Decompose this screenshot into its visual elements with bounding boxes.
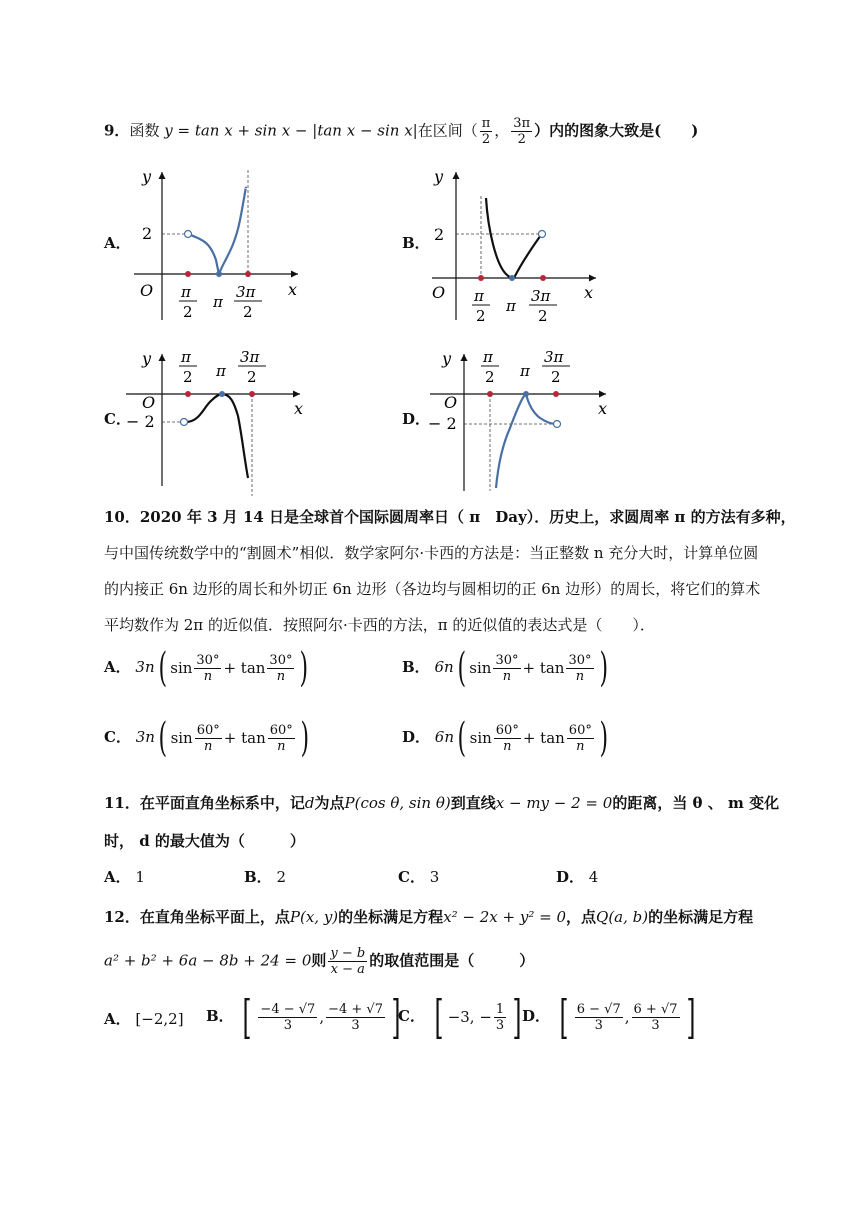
sin-label: sin: [170, 659, 193, 677]
three-pi-den: 2: [538, 307, 548, 325]
three-pi-den: 2: [243, 303, 253, 321]
x-label: x: [598, 399, 608, 418]
q12-line2: [104, 946, 534, 977]
q12-option-a-value: [−2,2]: [135, 1010, 184, 1028]
q11-text-b: 为点: [314, 794, 345, 812]
pi-label: π: [520, 362, 530, 380]
three-pi-num: 3π: [236, 283, 256, 301]
q12-point-p: P(x, y): [289, 908, 339, 926]
three-pi-num: 3π: [544, 348, 564, 366]
y-two-label: 2: [434, 225, 445, 244]
q10-option-a-label: A．: [104, 658, 131, 676]
q11-option-c: C． 3: [398, 868, 440, 886]
x-label: x: [288, 280, 298, 299]
tick-3pi-half: [553, 391, 559, 397]
q11-point: P(cos θ, sin θ): [344, 794, 451, 812]
q12-option-c: C． [ −3, − $\frac{1}{3}$ ]: [398, 990, 522, 1044]
q11-d: d: [304, 794, 315, 812]
q11-option-d: D． 4: [556, 868, 599, 886]
pi-half-den: 2: [183, 303, 193, 321]
q9-graph-c: [120, 346, 320, 496]
three-pi-num: 3π: [240, 348, 260, 366]
q10-option-a: A． 3n ( sin $\frac{30^\circ}{n}$ + tan $\frac{30^\circ}{n}$ ): [104, 645, 309, 691]
y-minus-two-label: − 2: [428, 414, 457, 433]
q11-number: 11．: [104, 794, 140, 812]
q10-option-b-coef: 6n: [434, 658, 454, 676]
q10-line4: 平均数作为 2π 的近似值．按照阿尔·卡西的方法，π 的近似值的表达式是（ ）．: [104, 616, 655, 634]
q12-text-range: 的取值范围是（ ）: [369, 951, 535, 970]
y-label: y: [142, 167, 152, 186]
curve: [186, 394, 248, 478]
origin-label: O: [444, 393, 458, 412]
q11-line1: [104, 792, 779, 814]
q10-option-c: C． 3n ( sin $\frac{60^\circ}{n}$ + tan $\frac{60^\circ}{n}$ ): [104, 715, 309, 761]
q12-point-q: Q(a, b): [596, 908, 649, 926]
q12-text-c: ，点: [566, 908, 597, 926]
open-point: [185, 231, 192, 238]
q9-formula: y = tan x + sin x − |tan x − sin x|: [164, 121, 418, 140]
q11-text-d: 的距离，当 θ 、 m 变化: [612, 794, 780, 812]
three-pi-num: 3π: [531, 287, 551, 305]
open-point: [181, 419, 188, 426]
origin-label: O: [140, 281, 154, 300]
q12-option-c-label: C．: [398, 1007, 425, 1025]
q12-option-a: [104, 1008, 184, 1030]
pi-label: π: [506, 297, 516, 315]
tan-label: + tan: [223, 729, 266, 747]
q9-frac-a: $\frac{\pi}{2}$: [481, 116, 491, 147]
tick-pi: [509, 275, 515, 281]
q9-graph-b: [426, 160, 606, 330]
q9-graph-d: [424, 346, 624, 496]
q10-option-b: B． 6n ( sin $\frac{30^\circ}{n}$ + tan $\frac{30^\circ}{n}$ ): [402, 645, 608, 691]
q9-prefix: 函数: [129, 121, 160, 140]
y-label: y: [142, 349, 152, 368]
tick-pi: [216, 271, 222, 277]
q10-number: 10．: [104, 508, 140, 526]
q10-option-d: D． 6n ( sin $\frac{60^\circ}{n}$ + tan $\frac{60^\circ}{n}$ ): [402, 715, 608, 761]
pi-half-num: π: [474, 287, 484, 305]
curve: [496, 394, 556, 488]
q9-option-b-label: B．: [402, 234, 430, 252]
y-label: y: [434, 167, 444, 186]
open-point: [539, 231, 546, 238]
q9-interval-sep: ，: [494, 121, 510, 140]
q12-eq2: a² + b² + 6a − 8b + 24 = 0: [104, 951, 312, 970]
q12-number: 12．: [104, 908, 140, 926]
q10-option-c-label: C．: [104, 728, 131, 746]
y-minus-two-label: − 2: [126, 412, 155, 431]
q10-stem: [104, 506, 796, 650]
sin-label: sin: [469, 729, 492, 747]
q11-line2: 时， d 的最大值为（ ）: [104, 832, 305, 850]
pi-half-num: π: [181, 348, 191, 366]
q12-text-a: 在直角坐标平面上，点: [139, 908, 290, 926]
q11-line-eq: x − my − 2 = 0: [495, 794, 613, 812]
q9-frac-b: $\frac{3\pi}{2}$: [513, 116, 531, 147]
q11-option-a: A． 1: [104, 868, 145, 886]
tan-label: + tan: [522, 729, 565, 747]
tick-pi-half: [185, 391, 191, 397]
pi-label: π: [216, 362, 226, 380]
pi-half-num: π: [181, 283, 191, 301]
q12-option-d: D． [ $\frac{6 - √7}{3}$ , $\frac{6 + √7}{3}$ ]: [522, 990, 695, 1044]
tan-label: + tan: [223, 659, 266, 677]
y-two-label: 2: [142, 224, 153, 243]
q9-option-d-label: D．: [402, 410, 431, 428]
origin-label: O: [432, 283, 446, 302]
q11-option-b: B． 2: [244, 868, 287, 886]
tick-3pi-half: [245, 271, 251, 277]
q11-text-c: 到直线: [450, 794, 496, 812]
q12-option-b-label: B．: [206, 1007, 234, 1025]
tick-pi: [523, 391, 529, 397]
q12-line1: [104, 906, 753, 928]
q12-option-d-label: D．: [522, 1007, 551, 1025]
tick-pi-half: [487, 391, 493, 397]
q12-eq1: x² − 2x + y² = 0: [443, 908, 567, 926]
q10-line3: 的内接正 6n 边形的周长和外切正 6n 边形（各边均与圆相切的正 6n 边形）的周长，将它们的算术: [104, 580, 761, 598]
tick-3pi-half: [540, 275, 546, 281]
tick-3pi-half: [249, 391, 255, 397]
three-pi-den: 2: [551, 368, 561, 386]
sin-label: sin: [469, 659, 492, 677]
q10-line2: 与中国传统数学中的“割圆术”相似．数学家阿尔·卡西的方法是：当正整数 n 充分大时，计算单位圆: [104, 544, 759, 562]
q10-option-a-coef: 3n: [135, 658, 155, 676]
pi-label: π: [213, 293, 223, 311]
q10-option-d-label: D．: [402, 728, 431, 746]
q10-line1: 2020 年 3 月 14 日是全球首个国际圆周率日（ π Day）．历史上，求圆周率 π 的方法有多种，: [139, 508, 796, 526]
pi-half-den: 2: [476, 307, 486, 325]
q9-suffix: ）内的图象大致是( ): [534, 121, 699, 140]
sin-label: sin: [170, 729, 193, 747]
q9-interval-pre: 在区间（: [417, 121, 478, 140]
q9-option-c-label: C．: [104, 410, 131, 428]
origin-label: O: [142, 393, 156, 412]
pi-half-num: π: [483, 348, 493, 366]
y-label: y: [442, 349, 452, 368]
q9-number: 9．: [104, 121, 130, 140]
x-label: x: [294, 399, 304, 418]
q12-option-b: B． [ $\frac{-4 - √7}{3}$ , $\frac{-4 + √7}{3}$ ]: [206, 990, 401, 1044]
q10-option-b-label: B．: [402, 658, 430, 676]
q12-frac: $\frac{y - b}{x - a}$: [330, 946, 366, 977]
q11-text-a: 在平面直角坐标系中，记: [139, 794, 305, 812]
q9-stem: [104, 116, 698, 147]
x-label: x: [584, 283, 594, 302]
pi-half-den: 2: [183, 368, 193, 386]
open-point: [554, 421, 561, 428]
q9-graph-a: [128, 160, 308, 330]
q12-text-ze: 则: [311, 951, 327, 970]
q9-option-a-label: A．: [104, 234, 131, 252]
tick-pi: [219, 391, 225, 397]
pi-half-den: 2: [485, 368, 495, 386]
q12-text-b: 的坐标满足方程: [338, 908, 444, 926]
q10-option-c-coef: 3n: [135, 728, 155, 746]
tick-pi-half: [185, 271, 191, 277]
q12-text-d: 的坐标满足方程: [648, 908, 754, 926]
tan-label: + tan: [522, 659, 565, 677]
q10-option-d-coef: 6n: [434, 728, 455, 746]
q12-option-a-label: A．: [104, 1010, 131, 1028]
tick-pi-half: [478, 275, 484, 281]
three-pi-den: 2: [247, 368, 257, 386]
curve: [188, 188, 246, 274]
curve: [486, 198, 541, 278]
